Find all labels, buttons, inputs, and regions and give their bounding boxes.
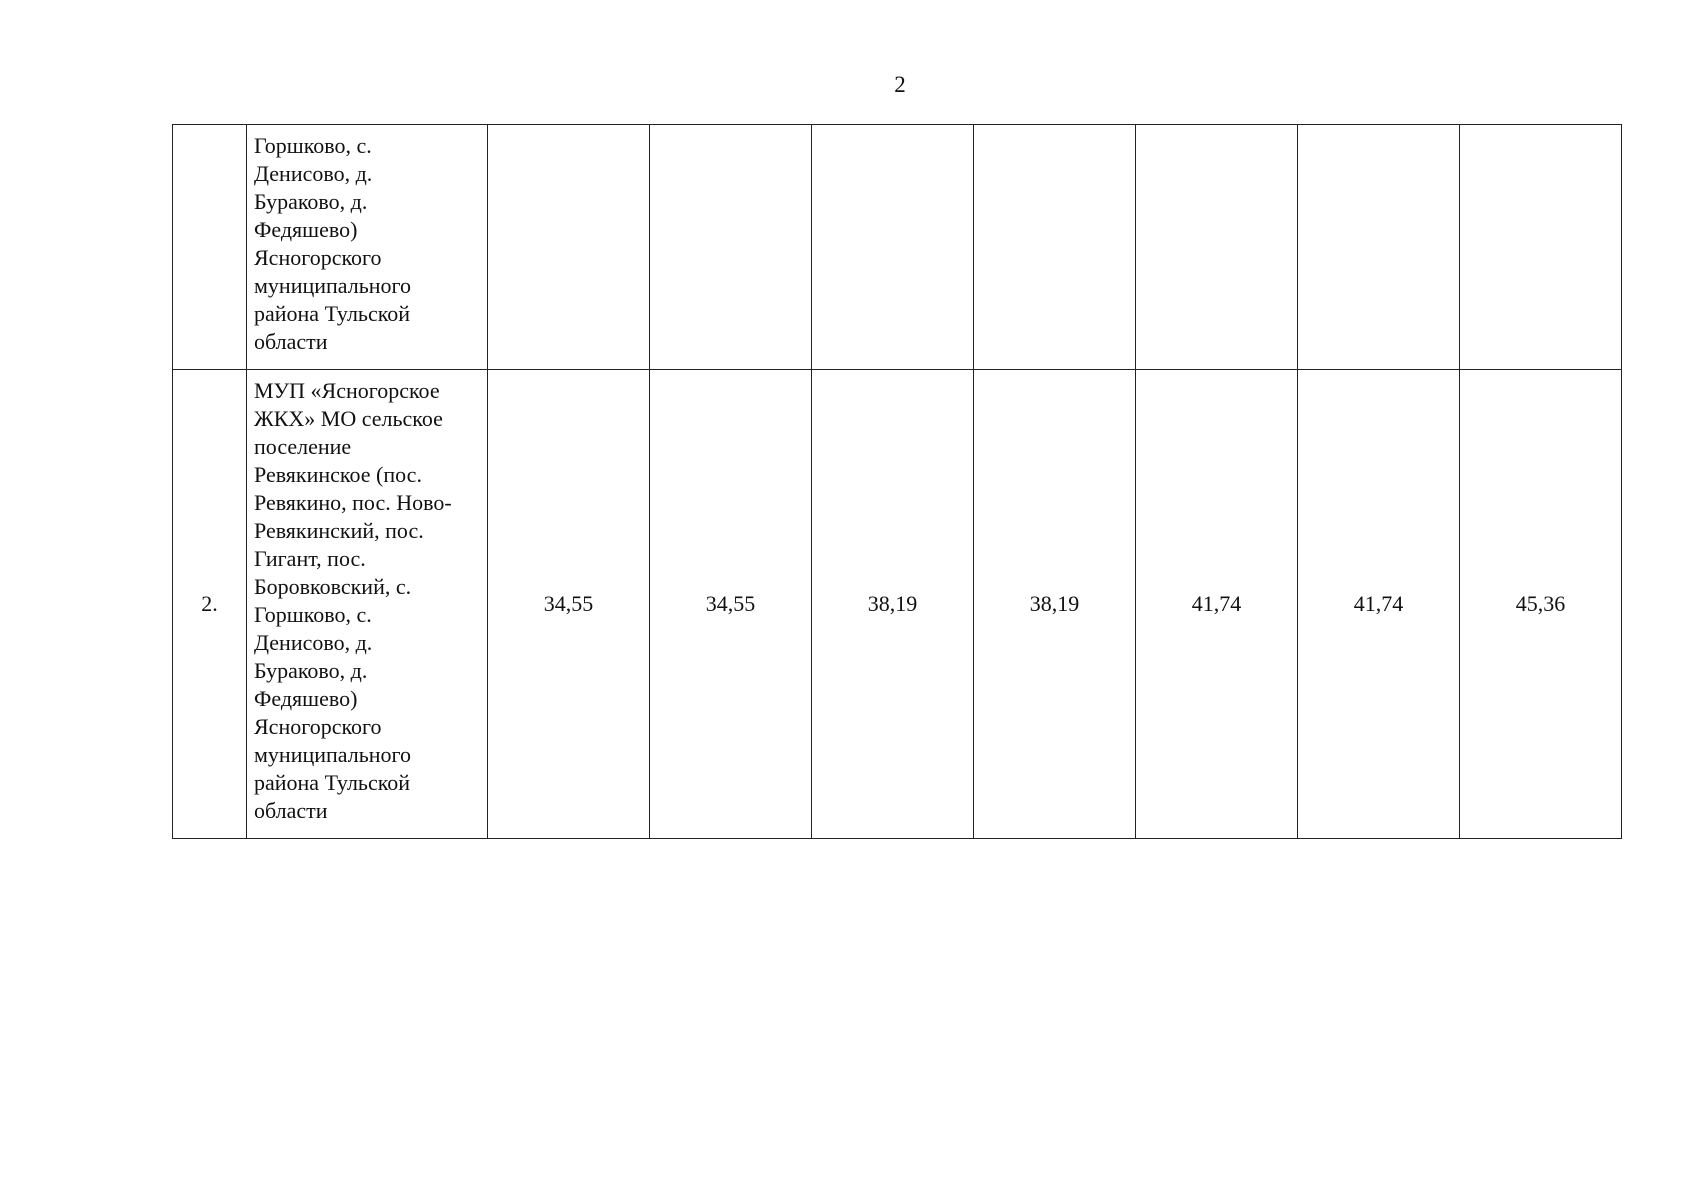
name-line: Денисово, д.: [254, 161, 373, 186]
name-line: поселение: [254, 434, 352, 459]
name-line: Боровковский, с.: [254, 574, 412, 599]
value-cell: 41,74: [1298, 370, 1460, 839]
name-line: Бураково, д.: [254, 189, 368, 214]
value-cell: 38,19: [812, 370, 974, 839]
row-number-cell: [173, 125, 247, 370]
value-cell: 38,19: [974, 370, 1136, 839]
name-line: МУП «Ясногорское: [254, 378, 440, 403]
name-line: ЖКХ» МО сельское: [254, 406, 443, 431]
name-line: Ясногорского: [254, 245, 382, 270]
value-cell: [974, 125, 1136, 370]
name-line: Федяшево): [254, 686, 358, 711]
page-number: 2: [894, 72, 906, 97]
name-line: Ревякинский, пос.: [254, 518, 424, 543]
value-cell: [1460, 125, 1622, 370]
value-cell: 45,36: [1460, 370, 1622, 839]
value-cell: [1298, 125, 1460, 370]
name-line: Горшково, с.: [254, 602, 372, 627]
name-line: района Тульской: [254, 301, 411, 326]
table-row: [173, 125, 1622, 370]
organization-name-cell: [247, 370, 488, 839]
name-line: Ясногорского: [254, 714, 382, 739]
name-line: области: [254, 329, 328, 354]
value-cell: 41,74: [1136, 370, 1298, 839]
name-line: Бураково, д.: [254, 658, 368, 683]
value-cell: [650, 125, 812, 370]
name-line: Федяшево): [254, 217, 358, 242]
name-line: Горшково, с.: [254, 133, 372, 158]
name-line: Ревякино, пос. Ново-: [254, 490, 452, 515]
name-line: Ревякинское (пос.: [254, 462, 422, 487]
organization-name-cell: [247, 125, 488, 370]
value-cell: [812, 125, 974, 370]
value-cell: [1136, 125, 1298, 370]
tariff-table: [172, 124, 1622, 839]
name-line: Гигант, пос.: [254, 546, 366, 571]
row-number-cell: 2.: [173, 370, 247, 839]
name-line: области: [254, 798, 328, 823]
value-cell: 34,55: [650, 370, 812, 839]
name-line: района Тульской: [254, 770, 411, 795]
name-line: муниципального: [254, 273, 412, 298]
table-row: [173, 370, 1622, 839]
value-cell: [488, 125, 650, 370]
name-line: муниципального: [254, 742, 412, 767]
value-cell: 34,55: [488, 370, 650, 839]
name-line: Денисово, д.: [254, 630, 373, 655]
